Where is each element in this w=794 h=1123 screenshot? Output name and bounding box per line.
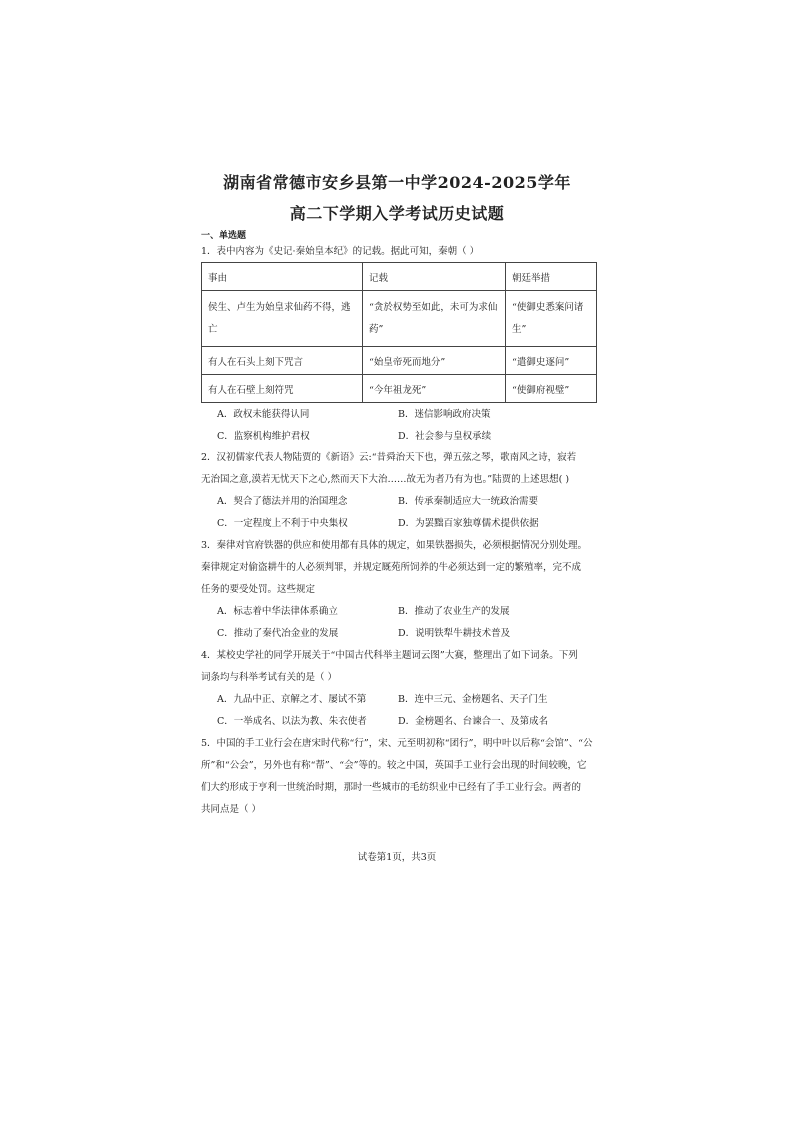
question-4-option-c: C．一举成名、以法为教、朱衣使者	[217, 716, 367, 727]
table-row	[202, 347, 597, 375]
question-3-line2: 秦律规定对偷盗耕牛的人必须判罪，并规定厩苑所饲养的牛必须达到一定的繁殖率，完不成	[201, 562, 582, 573]
question-4-option-a: A．九品中正、京解之才、屡试不第	[217, 694, 367, 705]
table-row	[202, 375, 597, 403]
table-header-cell: 记载	[363, 263, 506, 291]
question-1-option-b: B．迷信影响政府决策	[398, 409, 491, 420]
table-cell: 有人在石头上刻下咒言	[202, 347, 363, 375]
question-4-line2: 词条均与科举考试有关的是（ ）	[201, 672, 338, 683]
page-footer: 试卷第1页，共3页	[357, 852, 437, 863]
question-4-option-d: D．金榜题名、台谏合一、及第成名	[398, 716, 549, 727]
question-3-option-a: A．标志着中华法律体系确立	[217, 606, 338, 617]
table-cell: “贪於权势至如此，未可为求仙药”	[363, 291, 506, 347]
question-3-option-c: C．推动了秦代冶金业的发展	[217, 628, 339, 639]
question-2-option-c: C．一定程度上不利于中央集权	[217, 518, 348, 529]
question-3-option-d: D．说明铁犁牛耕技术普及	[398, 628, 511, 639]
question-2-option-b: B．传承秦制适应大一统政治需要	[398, 496, 538, 507]
table-cell: “使御史悉案问诸生”	[506, 291, 597, 347]
question-5-line3: 们大约形成于亨利一世统治时期，那时一些城市的毛纺织业中已经有了手工业行会。两者的	[201, 782, 582, 793]
table-header-cell: 朝廷举措	[506, 263, 597, 291]
question-4-option-b: B．连中三元、金榜题名、天子门生	[398, 694, 548, 705]
question-5-line4: 共同点是（ ）	[201, 804, 262, 815]
exam-title-line2: 高二下学期入学考试历史试题	[289, 204, 505, 223]
question-4-line1: 4．某校史学社的同学开展关于“中国古代科举主题词云图”大赛，整理出了如下词条。下列	[201, 650, 578, 661]
question-3-option-b: B．推动了农业生产的发展	[398, 606, 510, 617]
section-heading: 一、单选题	[201, 231, 247, 241]
question-2-option-a: A．契合了德法并用的治国理念	[217, 496, 348, 507]
question-2-line1: 2．汉初儒家代表人物陆贾的《新语》云:“昔舜治天下也，弹五弦之琴，歌南风之诗，寂若	[201, 452, 577, 463]
question-2-line2: 无治国之意,漠若无忧天下之心,然而天下大治……故无为者乃有为也。”陆贾的上述思想( )	[201, 474, 570, 485]
question-1-option-a: A．政权未能获得认同	[217, 409, 310, 420]
exam-title-line1: 湖南省常德市安乡县第一中学2024-2025学年	[223, 173, 571, 192]
question-1-stem: 1．表中内容为《史记·秦始皇本纪》的记载。据此可知，秦朝（ ）	[201, 246, 480, 257]
question-2-option-d: D．为罢黜百家独尊儒术提供依据	[398, 518, 539, 529]
question-5-line2: 所”和“公会”，另外也有称“帮”、“会”等的。较之中国，英国手工业行会出现的时间较晚，它	[201, 760, 587, 771]
table-cell: “使御府视璧”	[506, 375, 597, 403]
question-3-line3: 任务的要受处罚。这些规定	[201, 584, 316, 595]
table-cell: “遣御史逐问”	[506, 347, 597, 375]
question-5-line1: 5．中国的手工业行会在唐宋时代称“行”，宋、元至明初称“团行”，明中叶以后称“会馆”、“公	[201, 738, 593, 749]
table-cell: 有人在石壁上刻符咒	[202, 375, 363, 403]
question-1-option-d: D．社会参与皇权承续	[398, 431, 492, 442]
table-cell: “始皇帝死而地分”	[363, 347, 506, 375]
table-cell: 侯生、卢生为始皇求仙药不得，逃亡	[202, 291, 363, 347]
question-1-table	[201, 262, 597, 403]
table-cell: “今年祖龙死”	[363, 375, 506, 403]
table-row	[202, 291, 597, 347]
question-3-line1: 3．秦律对官府铁器的供应和使用都有具体的规定，如果铁器损失，必须根据情况分别处理。	[201, 540, 588, 551]
table-header-cell: 事由	[202, 263, 363, 291]
question-1-option-c: C．监察机构维护君权	[217, 431, 310, 442]
